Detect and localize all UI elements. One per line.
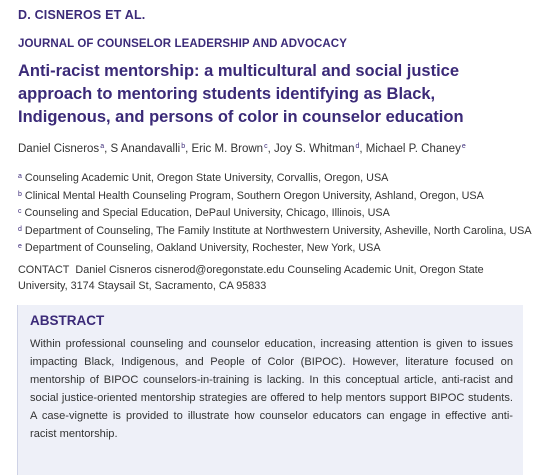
affiliation-list xyxy=(18,169,532,257)
affiliation-item xyxy=(18,187,528,205)
affiliation-text: Counseling and Special Education, DePaul University, Chicago, Illinois, USA xyxy=(24,207,390,219)
author-name[interactable]: S Anandavalli xyxy=(110,143,181,155)
abstract-text: Within professional counseling and counselor education, increasing attention is given to issues impacting Black, Indigenous, and People of Color (BIPOC). However, literature focused on mentorship of BIPOC counselors-in-training is lacking. In this conceptual article, anti-racist and social justice-oriented mentorship strategies are offered to help mentors support BIPOC students. A case-vignette is provided to illustrate how counselor educators can engage in effective anti-racist mentorship. xyxy=(30,338,513,440)
author-name[interactable]: Michael P. Chaney xyxy=(365,143,461,155)
abstract-heading: ABSTRACT xyxy=(30,313,105,328)
affiliation-text: Department of Counseling, Oakland University, Rochester, New York, USA xyxy=(24,242,381,254)
contact-label: CONTACT xyxy=(18,264,70,276)
author-affiliation-marker[interactable]: c xyxy=(264,143,268,150)
affiliation-text: Counseling Academic Unit, Oregon State University, Corvallis, Oregon, USA xyxy=(24,172,389,184)
author-name[interactable]: Daniel Cisneros xyxy=(18,143,100,155)
affiliation-item xyxy=(18,204,528,222)
author-affiliation-marker[interactable]: a xyxy=(100,143,105,150)
abstract-box xyxy=(17,305,523,475)
contact-text[interactable]: Daniel Cisneros cisnerod@oregonstate.edu Counseling Academic Unit, Oregon State University, 3174 Staysail St, Sacramento, CA 95833 xyxy=(18,264,484,292)
article-title: Anti-racist mentorship: a multicultural and social justice approach to mentoring students identifying as Black, Indigenous, and persons of color in counselor education xyxy=(18,62,464,126)
author-name[interactable]: Eric M. Brown xyxy=(191,143,264,155)
author-list: Daniel Cisneros$^a$, S Anandavalli$^b$, Eric M. Brown$^c$, Joy S. Whitman$^d$, Michael P. Chaney$^e$ xyxy=(18,143,466,155)
running-head: D. CISNEROS ET AL. xyxy=(18,8,146,22)
affiliation-marker: e xyxy=(18,243,22,250)
contact-info xyxy=(18,262,530,294)
author-affiliation-marker[interactable]: d xyxy=(355,143,360,150)
journal-name: JOURNAL OF COUNSELOR LEADERSHIP AND ADVOCACY xyxy=(18,38,347,50)
author-name[interactable]: Joy S. Whitman xyxy=(273,143,355,155)
affiliation-marker: c xyxy=(18,208,22,215)
author-affiliation-marker[interactable]: e xyxy=(461,143,466,150)
affiliation-marker: b xyxy=(18,190,22,198)
affiliation-item xyxy=(18,169,528,187)
affiliation-item xyxy=(18,239,528,257)
affiliation-text: Department of Counseling, The Family Institute at Northwestern University, Asheville, North Carolina, USA xyxy=(24,224,532,237)
affiliation-marker: a xyxy=(18,173,22,180)
affiliation-item xyxy=(18,222,532,240)
author-affiliation-marker[interactable]: b xyxy=(181,143,186,150)
affiliation-text: Clinical Mental Health Counseling Program, Southern Oregon University, Ashland, Oregon, USA xyxy=(24,189,484,202)
affiliation-marker: d xyxy=(18,225,22,233)
